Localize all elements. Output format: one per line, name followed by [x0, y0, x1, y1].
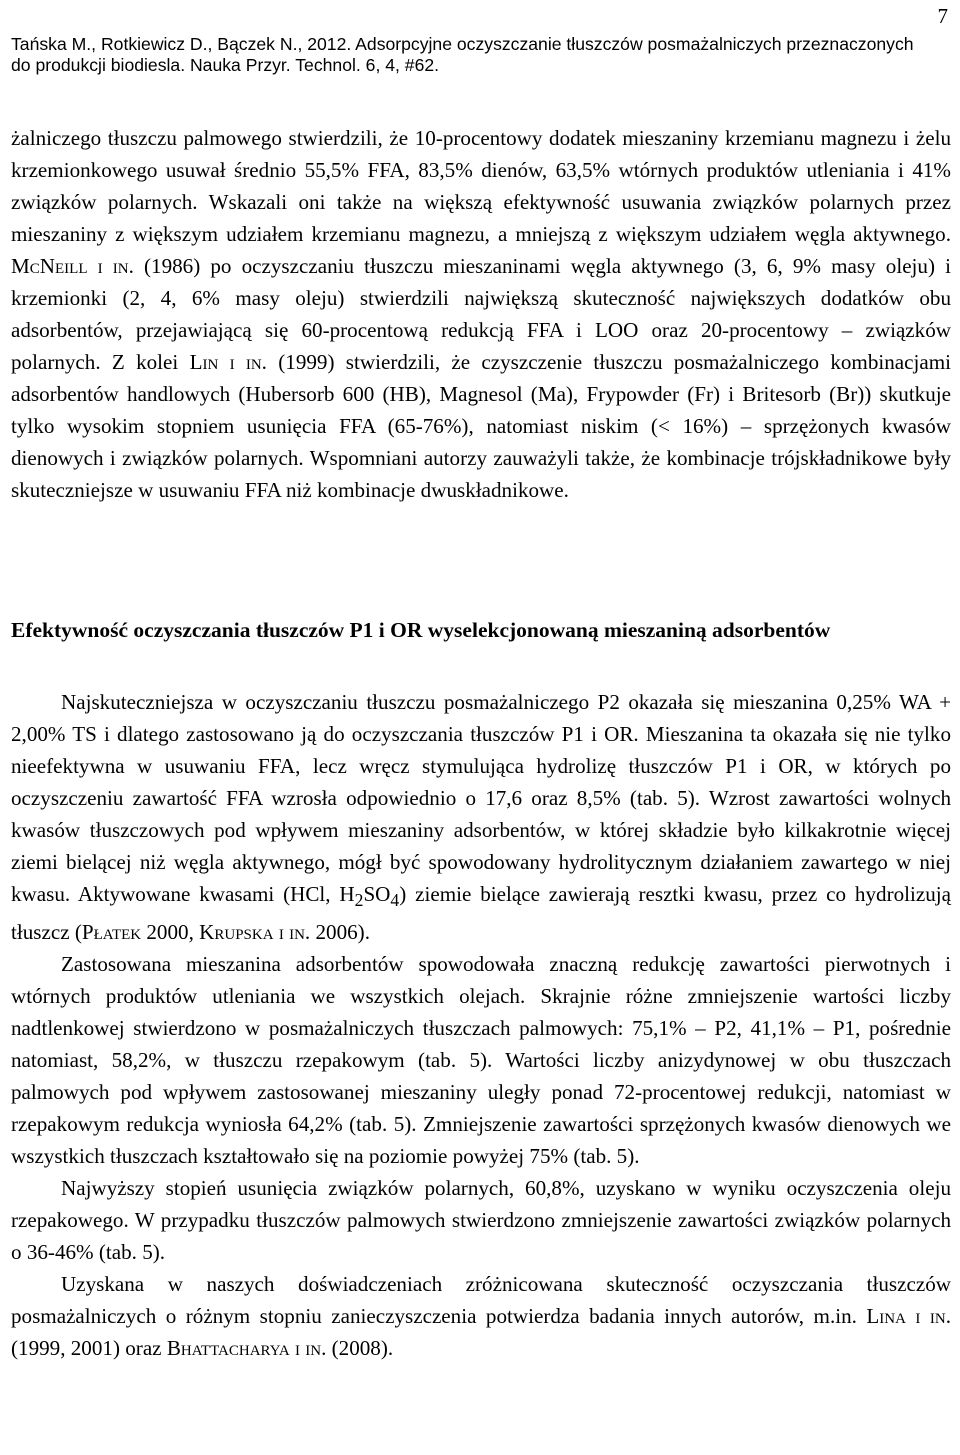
author-citation: Płatek [81, 920, 142, 945]
intro-text-a: żalniczego tłuszczu palmowego stwierdzili, że 10-procentowy dodatek mieszaniny krzemianu magnezu i żelu krzemionkowego usuwał średnio 55,5% FFA, 83,5% dienów, 63,5% wtórnych produktów utleniania i 41% związków polarnych. Wskazali oni także na większą efektywność usuwania związków polarnych przez mieszaniny z większym udziałem krzemianu magnezu, a mniejszą z większym udziałem węgla aktywnego. [11, 126, 951, 246]
author-citation: Lina i in. [866, 1304, 951, 1329]
p4-text-b: (1999, 2001) oraz [11, 1336, 167, 1361]
section-paragraph-4 [11, 1268, 951, 1364]
p4-text-a: Uzyskana w naszych doświadczeniach zróżnicowana skuteczność oczyszczania tłuszczów posmażalniczych o różnym stopniu zanieczyszczenia potwierdza badania innych autorów, m.in. [11, 1272, 951, 1329]
author-citation: McNeill i in. [11, 254, 134, 278]
intro-text-c: (1999) stwierdzili, że czyszczenie tłuszczu posmażalniczego kombinacjami adsorbentów handlowych (Hubersorb 600 (HB), Magnesol (Ma), Frypowder (Fr) i Britesorb (Br)) skutkuje tylko wysokim stopniem usunięcia FFA (65-76%), natomiast niskim (< 16%) – sprzężonych kwasów dienowych i związków polarnych. Wspomniani autorzy zauważyli także, że kombinacje trójskładnikowe były skuteczniejsze w usuwaniu FFA niż kombinacje dwuskładnikowe. [11, 350, 952, 502]
section-paragraph-3: Najwyższy stopień usunięcia związków polarnych, 60,8%, uzyskano w wyniku oczyszczenia oleju rzepakowego. W przypadku tłuszczów palmowych stwierdzono zmniejszenie zawartości związków polarnych o 36-46% (tab. 5). [11, 1176, 951, 1265]
section-paragraph-1 [11, 686, 951, 948]
intro-text-b: (1986) po oczyszczaniu tłuszczu mieszaninami węgla aktywnego (3, 6, 9% masy oleju) i krzemionki (2, 4, 6% masy oleju) stwierdzili największą skuteczność największych dodatków obu adsorbentów, przejawiającą się 60-procentową redukcją FFA i LOO oraz 20-procentowy – związków polarnych. Z kolei [11, 254, 951, 374]
subscript: 2 [354, 890, 364, 911]
author-citation: Lin i in. [189, 350, 267, 374]
p1-text-d: 2000, [141, 920, 200, 945]
p1-text-c: ) ziemie bielące zawierają resztki kwasu, przez co hydrolizują tłuszcz ( [11, 882, 951, 945]
section-heading: Efektywność oczyszczania tłuszczów P1 i OR wyselekcjonowaną mieszaniną adsorbentów [11, 618, 831, 642]
page-number: 7 [937, 4, 948, 28]
p1-text-e: 2006). [310, 920, 370, 945]
section-paragraph-2: Zastosowana mieszanina adsorbentów spowodowała znaczną redukcję zawartości pierwotnych i wtórnych produktów utleniania we wszystkich olejach. Skrajnie różne zmniejszenie wartości liczby nadtlenkowej stwierdzono w posmażalniczych tłuszczach palmowych: 75,1% – P2, 41,1% – P1, pośrednie natomiast, 58,2%, w tłuszczu rzepakowym (tab. 5). Wartości liczby anizydynowej w obu tłuszczach palmowych pod wpływem zastosowanej mieszaniny uległy ponad 72-procentowej redukcji, natomiast w rzepakowym redukcja wyniosła 64,2% (tab. 5). Zmniejszenie zawartości sprzężonych kwasów dienowych we wszystkich tłuszczach kształtowało się na poziomie powyżej 75% (tab. 5). [11, 952, 951, 1169]
section-body [11, 686, 951, 1364]
p4-text-c: (2008). [326, 1336, 394, 1361]
subscript: 4 [390, 890, 400, 911]
running-header [11, 34, 941, 76]
running-header-line-2: do produkcji biodiesla. Nauka Przyr. Technol. 6, 4, #62. [11, 55, 440, 75]
intro-paragraph [11, 122, 951, 506]
p1-text-a: Najskuteczniejsza w oczyszczaniu tłuszczu posmażalniczego P2 okazała się mieszanina 0,25% WA + 2,00% TS i dlatego zastosowano ją do oczyszczania tłuszczów P1 i OR. Mieszanina ta okazała się nie tylko nieefektywna w usuwaniu FFA, lecz wręcz stymulująca hydrolizę tłuszczów P1 i OR, w których po oczyszczeniu zawartość FFA wzrosła odpowiednio o 17,6 oraz 8,5% (tab. 5). Wzrost zawartości wolnych kwasów tłuszczowych pod wpływem mieszaniny adsorbentów, w której składzie było kilkakrotnie więcej ziemi bielącej niż węgla aktywnego, mógł być spowodowany hydrolitycznym działaniem zawartego w niej kwasu. Aktywowane kwasami (HCl, H [11, 690, 951, 906]
author-citation: Bhattacharya i in. [166, 1336, 327, 1361]
p1-text-b: SO [363, 882, 391, 906]
running-header-line-1: Tańska M., Rotkiewicz D., Bączek N., 2012. Adsorpcyjne oczyszczanie tłuszczów posmażalniczych przeznaczonych [11, 34, 914, 54]
author-citation: Krupska i in. [199, 920, 311, 945]
